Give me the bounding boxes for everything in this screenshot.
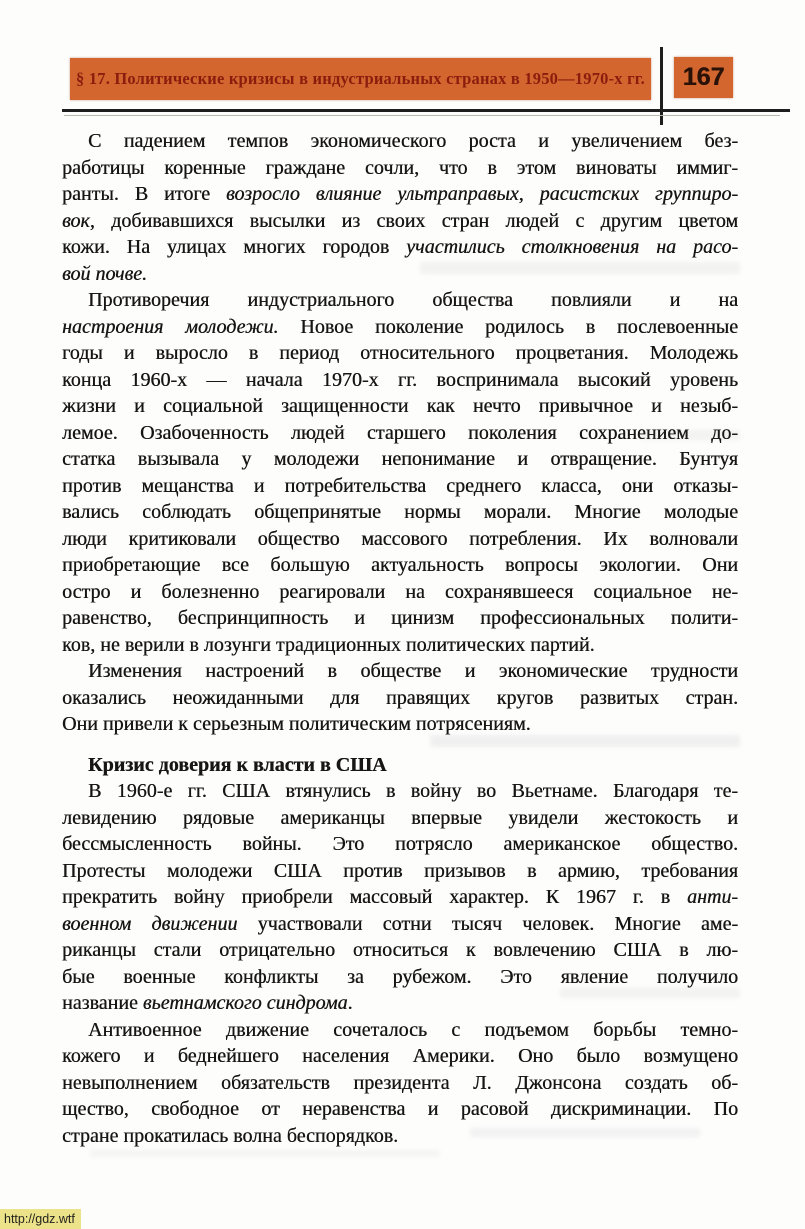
text-line: остро и болезненно реагировали на сохранявшееся социальное не- xyxy=(62,580,738,603)
text-line: ранты. В итоге возросло влияние ультраправых, расистских группиро- xyxy=(62,183,738,205)
text-line: вой почве. xyxy=(62,262,147,285)
scan-artifact xyxy=(430,735,740,747)
paragraph xyxy=(62,658,738,738)
text-line: невыполнением обязательств президента Л. Джонсона создать об- xyxy=(62,1071,738,1094)
text-line: приобретающие все большую актуальность вопросы экологии. Они xyxy=(62,554,738,576)
text-line: жизни и социальной защищенности как нечто привычное и незыб- xyxy=(62,395,738,417)
text-line: В 1960-е гг. США втянулись в войну во Вьетнаме. Благодаря те- xyxy=(88,780,738,802)
text-line: оказались неожиданными для правящих кругов развитых стран. xyxy=(62,686,738,709)
chapter-header-bar xyxy=(70,58,651,100)
text-line: против мещанства и потребительства среднего класса, они отказы- xyxy=(62,474,738,497)
scan-artifact xyxy=(420,262,740,274)
text-line: щество, свободное от неравенства и расовой дискриминации. По xyxy=(62,1098,738,1120)
header-horizontal-rule xyxy=(62,109,790,112)
text-line: бессмысленность войны. Это потрясло американское общество. xyxy=(62,833,738,855)
text-line: бые военные конфликты за рубежом. Это явление получило xyxy=(62,965,738,988)
text-line: Противоречия индустриального общества повлияли и на xyxy=(88,289,738,311)
paragraph xyxy=(62,778,738,1017)
scan-artifact xyxy=(640,430,740,440)
text-line: Протесты молодежи США против призывов в армию, требования xyxy=(62,859,738,882)
text-line: вались соблюдать общепринятые нормы морали. Многие молодые xyxy=(62,501,738,523)
text-line: стране прокатилась волна беспорядков. xyxy=(62,1124,399,1147)
text-line: риканцы стали отрицательно относиться к вовлечению США в лю- xyxy=(62,939,738,961)
scan-artifact xyxy=(560,988,740,998)
text-line: кожи. На улицах многих городов участились столкновения на расо- xyxy=(62,236,738,258)
section-heading: Кризис доверия к власти в США xyxy=(88,753,387,776)
text-line: Антивоенное движение сочеталось с подъемом борьбы темно- xyxy=(88,1018,738,1041)
scan-artifact xyxy=(90,1150,440,1157)
text-line: военном движении участвовали сотни тысяч человек. Многие аме- xyxy=(62,912,739,935)
text-line: статка вызывала у молодежи непонимание и отвращение. Бунтуя xyxy=(62,448,738,470)
page-number: 167 xyxy=(682,63,725,91)
text-line: конца 1960-х — начала 1970-х гг. воспринимала высокий уровень xyxy=(62,368,738,391)
watermark-badge xyxy=(0,1209,81,1229)
text-line: Изменения настроений в обществе и экономические трудности xyxy=(88,660,738,682)
text-line: годы и выросло в период относительного процветания. Молодежь xyxy=(62,342,738,364)
paragraph xyxy=(62,287,738,658)
text-line: Они привели к серьезным политическим потрясениям. xyxy=(62,713,531,735)
text-line: ков, не верили в лозунги традиционных политических партий. xyxy=(62,633,595,656)
page-number-box xyxy=(674,57,733,98)
text-line: вок, добивавшихся высылки из своих стран людей с другим цветом xyxy=(62,209,738,232)
header-rule-shadow xyxy=(64,115,780,116)
text-line: лемое. Озабоченность людей старшего поколения сохранением до- xyxy=(62,421,738,444)
text-line: прекратить войну приобрели массовый характер. К 1967 г. в анти- xyxy=(62,886,738,908)
text-line: кожего и беднейшего населения Америки. Оно было возмущено xyxy=(62,1045,738,1067)
text-line: С падением темпов экономического роста и увеличением без- xyxy=(88,130,738,152)
watermark-url: http://gdz.wtf xyxy=(4,1212,75,1226)
text-line: люди критиковали общество массового потребления. Их волновали xyxy=(62,527,738,550)
scan-artifact xyxy=(470,1128,700,1137)
text-line: равенство, беспринципность и цинизм профессиональных полити- xyxy=(62,607,738,629)
text-line: название вьетнамского синдрома. xyxy=(62,992,353,1014)
chapter-title: § 17. Политические кризисы в индустриальных странах в 1950—1970-х гг. xyxy=(76,68,645,88)
text-line: работицы коренные граждане сочли, что в этом виноваты иммиг- xyxy=(62,156,738,179)
header-vertical-divider xyxy=(660,47,663,125)
text-line: левидению рядовые американцы впервые увидели жестокость и xyxy=(62,806,738,829)
text-line: настроения молодежи. Новое поколение родилось в послевоенные xyxy=(62,315,738,338)
